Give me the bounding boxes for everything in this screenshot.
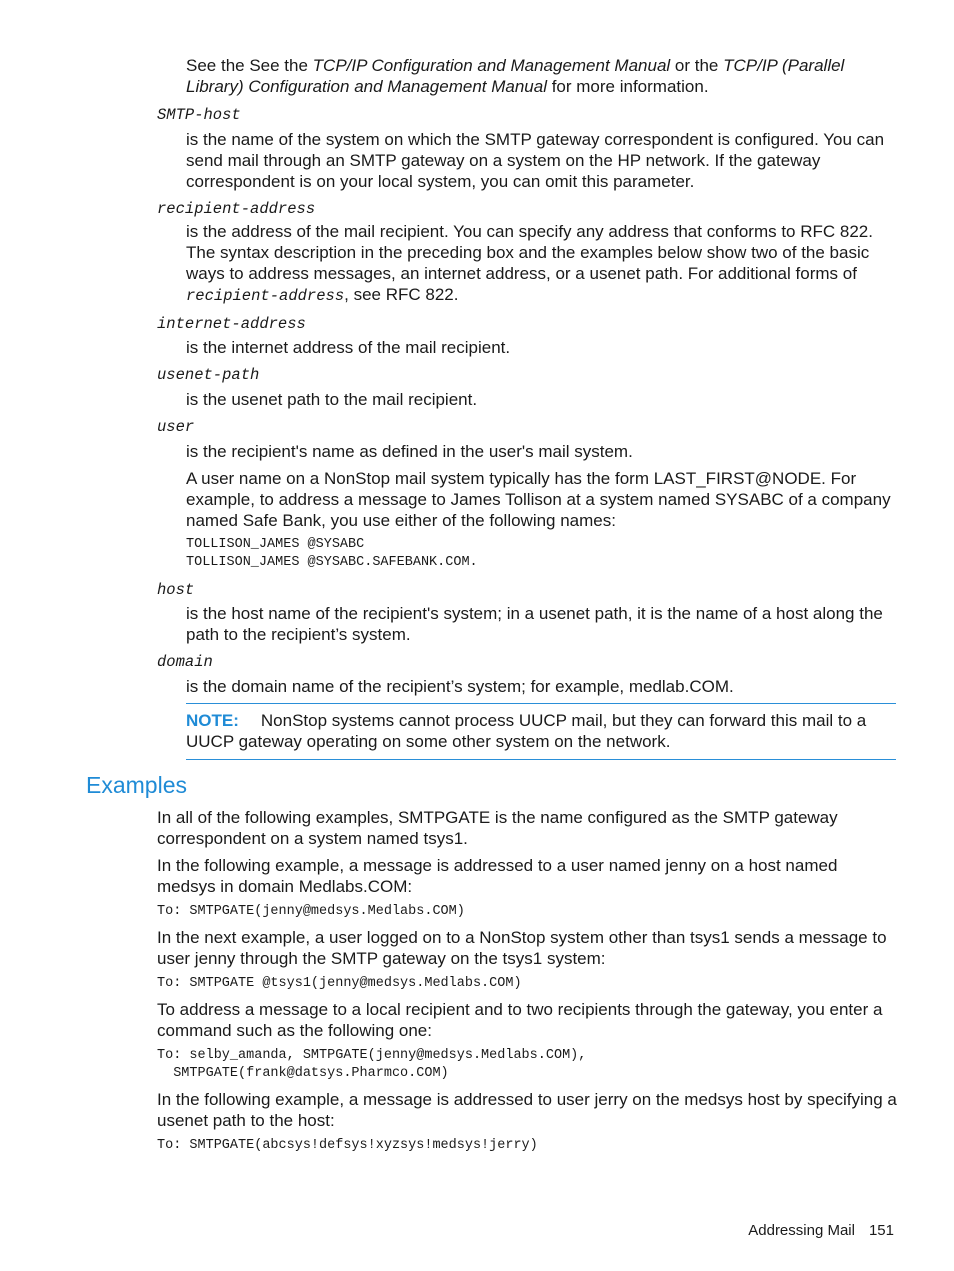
note-paragraph (186, 710, 896, 752)
code-user-names: TOLLISON_JAMES @SYSABC TOLLISON_JAMES @SYSABC.SAFEBANK.COM. (186, 537, 478, 570)
term-user: user (157, 418, 195, 436)
term-domain: domain (157, 653, 213, 671)
examples-heading: Examples (86, 772, 187, 798)
term-internet-address: internet-address (157, 315, 306, 333)
page-number: 151 (868, 1222, 894, 1239)
footer-section-title: Addressing Mail (748, 1222, 855, 1239)
manual-title-1: TCP/IP Configuration and Management Manual (312, 56, 671, 75)
intro-suffix: for more information. (546, 77, 709, 96)
examples-paragraph-4: To address a message to a local recipient and to two recipients through the gateway, you enter a command such as the following one: (157, 1000, 883, 1040)
term-usenet-path: usenet-path (157, 366, 260, 384)
desc-user: is the recipient's name as defined in the user's mail system. (186, 442, 633, 461)
examples-paragraph-3: In the next example, a user logged on to a NonStop system other than tsys1 sends a message to user jenny through the SMTP gateway on the tsys1 system: (157, 928, 887, 968)
example-code-1: To: SMTPGATE(jenny@medsys.Medlabs.COM) (157, 904, 465, 919)
intro-paragraph (186, 55, 898, 97)
desc-recipient-address (186, 221, 898, 307)
desc-host: is the host name of the recipient's system; in a usenet path, it is the name of a host along the path to the recipient’s system. (186, 604, 883, 644)
intro-prefix: See the See the (186, 56, 313, 75)
manual-title-2: TCP/IP (Parallel Library) Configuration and Management Manual (186, 56, 845, 96)
note-box (186, 703, 896, 760)
page-footer (734, 1222, 894, 1239)
examples-paragraph-1: In all of the following examples, SMTPGATE is the name configured as the SMTP gateway correspondent on a system named tsys1. (157, 808, 838, 848)
desc-internet-address: is the internet address of the mail recipient. (186, 338, 511, 357)
example-code-3: To: selby_amanda, SMTPGATE(jenny@medsys.Medlabs.COM), SMTPGATE(frank@datsys.Pharmco.COM) (157, 1048, 587, 1081)
examples-paragraph-5: In the following example, a message is addressed to user jerry on the medsys host by specifying a usenet path to the host: (157, 1090, 897, 1130)
term-recipient-address: recipient-address (157, 200, 316, 218)
example-code-4: To: SMTPGATE(abcsys!defsys!xyzsys!medsys!jerry) (157, 1138, 538, 1153)
desc-recipient-address-b: , see RFC 822. (344, 285, 459, 304)
desc-recipient-address-code: recipient-address (186, 287, 345, 305)
desc-domain: is the domain name of the recipient’s system; for example, medlab.COM. (186, 677, 734, 696)
term-host: host (157, 581, 195, 599)
desc-user-2: A user name on a NonStop mail system typically has the form LAST_FIRST@NODE. For example, to address a message to James Tollison at a system named SYSABC of a company named Safe Bank, you use either of the following names: (186, 469, 891, 530)
note-label: NOTE: (186, 711, 239, 730)
term-smtp-host: SMTP-host (157, 106, 241, 124)
example-code-2: To: SMTPGATE @tsys1(jenny@medsys.Medlabs.COM) (157, 976, 522, 991)
intro-mid: or the (670, 56, 724, 75)
desc-usenet-path: is the usenet path to the mail recipient. (186, 390, 478, 409)
desc-recipient-address-a: is the address of the mail recipient. You can specify any address that conforms to RFC 822. The syntax description in the preceding box and the examples below show two of the basic ways to address messages, an internet address, or a usenet path. For additional forms of (186, 222, 873, 283)
desc-smtp-host: is the name of the system on which the SMTP gateway correspondent is configured. You can send mail through an SMTP gateway on a system on the HP network. If the gateway correspondent is on your local system, you can omit this parameter. (186, 130, 885, 191)
examples-paragraph-2: In the following example, a message is addressed to a user named jenny on a host named medsys in domain Medlabs.COM: (157, 856, 838, 896)
note-text: NonStop systems cannot process UUCP mail, but they can forward this mail to a UUCP gateway operating on some other system on the network. (186, 711, 867, 751)
